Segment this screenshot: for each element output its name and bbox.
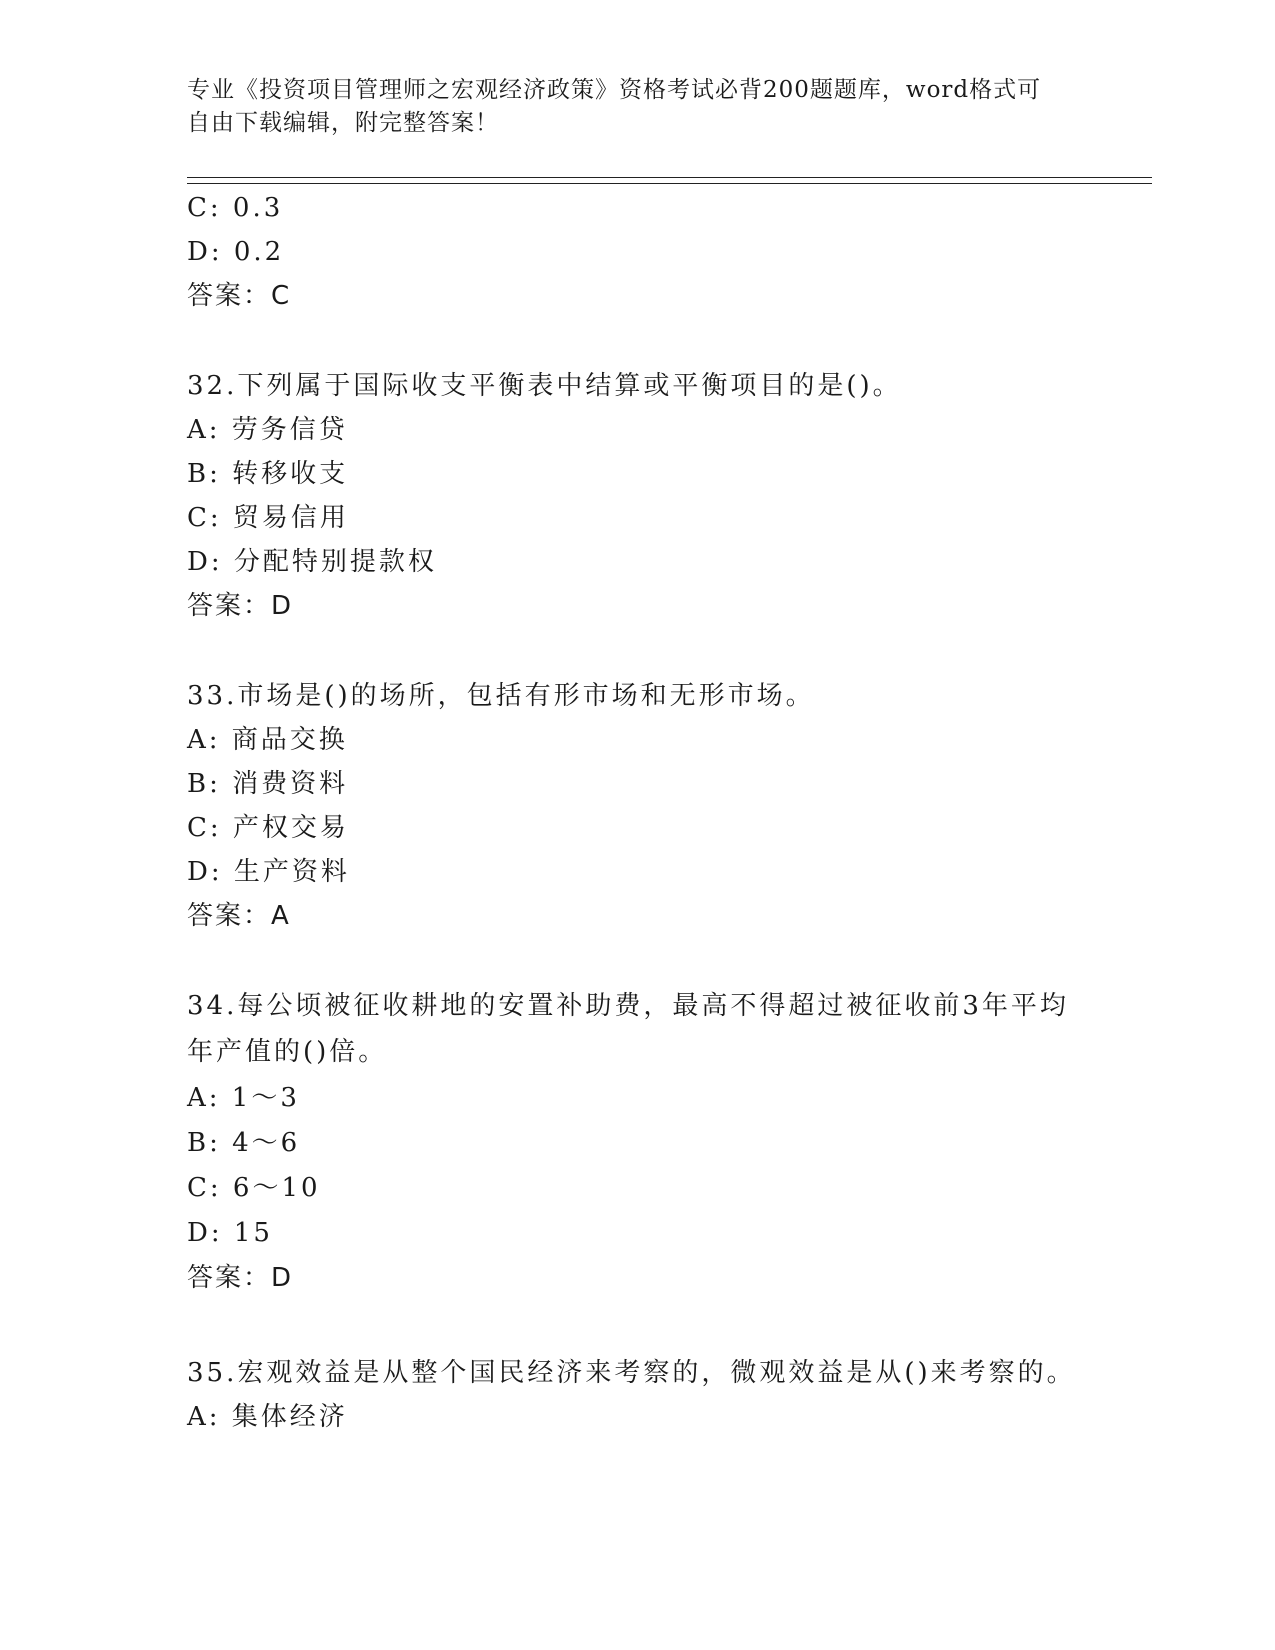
q32-option-c: C: 贸易信用 [187,503,349,533]
q31-option-d: D: 0.2 [187,237,285,267]
q32-option-d: D: 分配特别提款权 [187,547,437,577]
q34-answer: 答案：D [187,1263,294,1293]
q33-answer: 答案：A [187,901,291,931]
q34-option-d: D: 15 [187,1218,273,1248]
document-header [187,74,1067,140]
q32-answer: 答案：D [187,591,294,621]
q33-stem: 33.市场是()的场所，包括有形市场和无形市场。 [187,681,815,711]
q32-option-b: B: 转移收支 [187,459,349,489]
q34-option-a: A: 1～3 [187,1083,300,1113]
header-title-line-2: 自由下载编辑，附完整答案！ [187,110,499,136]
q31-answer: 答案：C [187,281,292,311]
q33-option-d: D: 生产资料 [187,857,350,887]
q34-option-b: B: 4～6 [187,1128,301,1158]
q34-option-c: C: 6～10 [187,1173,321,1203]
header-title-line-1: 专业《投资项目管理师之宏观经济政策》资格考试必背200题题库，word格式可 [187,77,1042,103]
q35-stem: 35.宏观效益是从整个国民经济来考察的，微观效益是从()来考察的。 [187,1358,1076,1388]
q35-option-a: A: 集体经济 [187,1402,348,1432]
header-divider-top [187,177,1152,178]
q34-stem-line-2: 年产值的()倍。 [187,1037,388,1067]
q33-option-a: A: 商品交换 [187,725,348,755]
q33-option-c: C: 产权交易 [187,813,349,843]
q32-stem: 32.下列属于国际收支平衡表中结算或平衡项目的是()。 [187,371,902,401]
q34-stem-line-1: 34.每公顷被征收耕地的安置补助费，最高不得超过被征收前3年平均 [187,991,1069,1021]
header-divider-bottom [187,183,1152,184]
q33-option-b: B: 消费资料 [187,769,349,799]
q32-option-a: A: 劳务信贷 [187,415,348,445]
q31-option-c: C: 0.3 [187,193,284,223]
